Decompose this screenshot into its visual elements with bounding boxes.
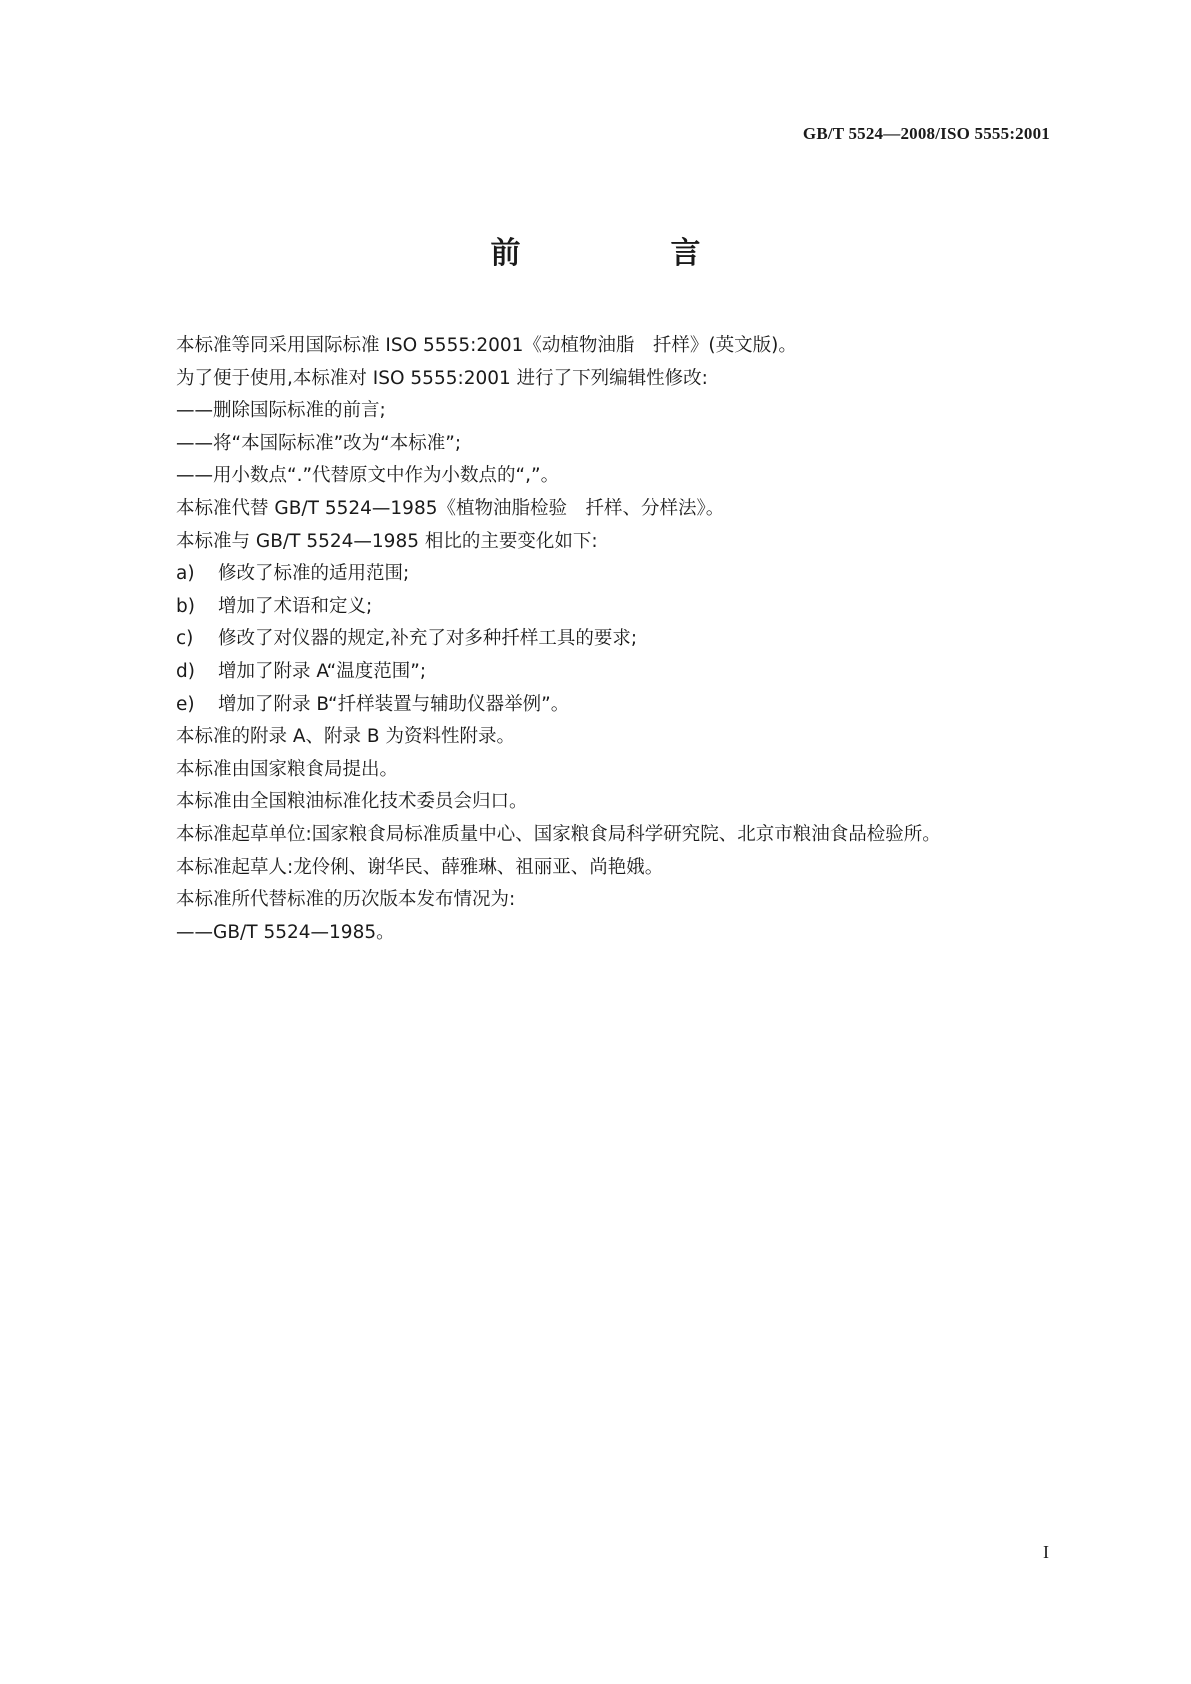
list-item-text: 增加了附录 A“温度范围”;: [218, 660, 427, 682]
list-item: [176, 591, 1056, 624]
paragraph-drafters: 本标准起草人:龙伶俐、谢华民、薛雅琳、祖丽亚、尚艳娥。: [176, 856, 664, 878]
list-marker: c): [176, 628, 194, 650]
paragraph-previous-editions: 本标准所代替标准的历次版本发布情况为:: [176, 889, 516, 911]
list-item: [176, 689, 1056, 722]
list-marker: d): [176, 660, 195, 682]
page-title: 前 言: [490, 236, 761, 271]
list-item: [176, 623, 1056, 656]
list-item: [176, 558, 1056, 591]
list-item-text: 修改了对仪器的规定,补充了对多种扦样工具的要求;: [218, 628, 638, 650]
paragraph-editorial-changes: 为了便于使用,本标准对 ISO 5555:2001 进行了下列编辑性修改:: [176, 367, 708, 389]
dash-item-remove-foreword: ——删除国际标准的前言;: [176, 400, 386, 422]
dash-item-previous-edition: ——GB/T 5524—1985。: [176, 921, 395, 943]
list-marker: e): [176, 693, 195, 715]
paragraph-annexes: 本标准的附录 A、附录 B 为资料性附录。: [176, 726, 515, 748]
foreword-body: [176, 330, 1056, 949]
paragraph-proposer: 本标准由国家粮食局提出。: [176, 758, 399, 780]
list-item-text: 修改了标准的适用范围;: [218, 563, 410, 585]
paragraph-main-changes: 本标准与 GB/T 5524—1985 相比的主要变化如下:: [176, 530, 598, 552]
list-marker: b): [176, 595, 195, 617]
paragraph-drafting-units: 本标准起草单位:国家粮食局标准质量中心、国家粮食局科学研究院、北京市粮油食品检验所。: [176, 823, 941, 845]
list-item: [176, 656, 1056, 689]
dash-item-decimal-point: ——用小数点“.”代替原文中作为小数点的“,”。: [176, 465, 560, 487]
list-item-text: 增加了术语和定义;: [218, 595, 373, 617]
list-item-text: 增加了附录 B“扦样装置与辅助仪器举例”。: [218, 693, 570, 715]
dash-item-rename-standard: ——将“本国际标准”改为“本标准”;: [176, 432, 462, 454]
list-marker: a): [176, 563, 195, 585]
paragraph-replaces: 本标准代替 GB/T 5524—1985《植物油脂检验 扦样、分样法》。: [176, 497, 725, 519]
page-number: I: [1043, 1542, 1049, 1562]
standard-code-header: GB/T 5524—2008/ISO 5555:2001: [802, 124, 1050, 143]
paragraph-committee: 本标准由全国粮油标准化技术委员会归口。: [176, 791, 528, 813]
paragraph-adoption: 本标准等同采用国际标准 ISO 5555:2001《动植物油脂 扦样》(英文版)。: [176, 335, 797, 356]
